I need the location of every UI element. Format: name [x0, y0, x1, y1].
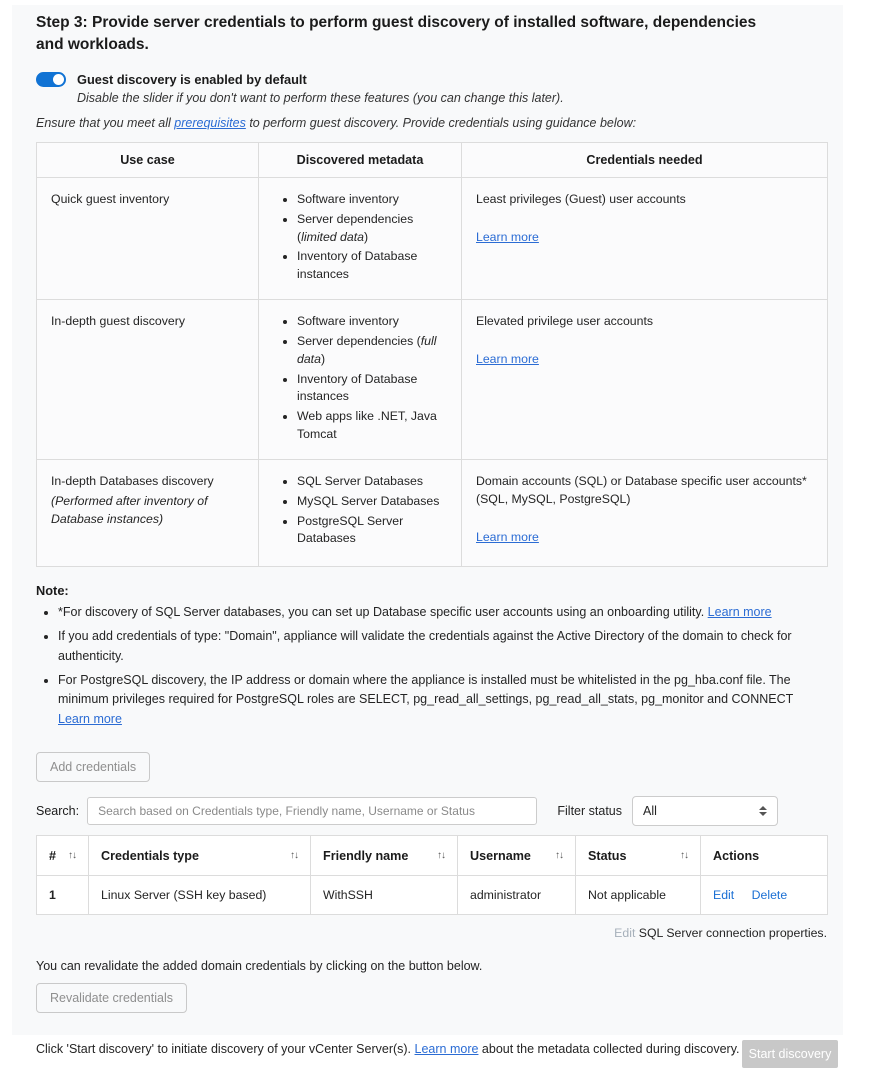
row-actions: [701, 876, 828, 915]
guidance-header-row: [37, 142, 828, 177]
guidance-row-indepth-discovery: [37, 300, 828, 460]
col-actions: Actions: [701, 836, 828, 876]
metadata-item: • SQL Server Databases: [297, 473, 447, 491]
col-credentials-type: Credentials type ↑↓: [89, 836, 311, 876]
metadata-cell: [259, 459, 462, 566]
search-label: Search:: [36, 804, 80, 819]
learn-more-link[interactable]: Learn more: [707, 604, 772, 619]
metadata-cell: [259, 177, 462, 299]
start-discovery-description: Click 'Start discovery' to initiate discovery of your vCenter Server(s). Learn more about the metadata collected during discovery.: [36, 1042, 740, 1057]
note-heading: Note:: [36, 582, 69, 598]
credentials-row: [37, 876, 828, 915]
start-discovery-button[interactable]: Start discovery: [742, 1040, 838, 1068]
sort-icon[interactable]: ↑↓: [437, 850, 445, 862]
col-credentials-needed: Credentials needed: [462, 142, 828, 177]
metadata-item: • Inventory of Database instances: [297, 248, 447, 284]
revalidate-description: You can revalidate the added domain credentials by clicking on the button below.: [36, 959, 483, 974]
credentials-text: Elevated privilege user accounts: [476, 314, 654, 329]
row-username: administrator: [458, 876, 576, 915]
toggle-description: Disable the slider if you don't want to perform these features (you can change this later).: [77, 90, 564, 105]
use-case-cell: [37, 459, 259, 566]
metadata-item: • Server dependencies (limited data): [297, 211, 447, 247]
page-title: Step 3: Provide server credentials to perform guest discovery of installed software, dependencies and workloads.: [36, 14, 757, 54]
prereq-text-post: to perform guest discovery. Provide credentials using guidance below:: [245, 115, 637, 130]
col-username: Username ↑↓: [458, 836, 576, 876]
credentials-text: Domain accounts (SQL) or Database specific user accounts* (SQL, MySQL, PostgreSQL): [476, 473, 807, 506]
col-status: Status ↑↓: [576, 836, 701, 876]
use-case-note: (Performed after inventory of Database instances): [51, 493, 208, 526]
learn-more-link[interactable]: Learn more: [476, 529, 539, 544]
learn-more-link[interactable]: Learn more: [58, 711, 122, 726]
toggle-label: Guest discovery is enabled by default: [77, 71, 307, 87]
metadata-item: • Software inventory: [297, 191, 447, 209]
credentials-text: Least privileges (Guest) user accounts: [476, 191, 686, 206]
note-item-postgresql: • For PostgreSQL discovery, the IP address or domain where the appliance is installed must be whitelisted in the pg_hba.conf file. The minimum privileges required for PostgreSQL roles are SELECT, pg_read_all_settings, pg_read_all_stats, pg_monitor and CONNECT Learn more: [58, 671, 827, 729]
row-status: Not applicable: [576, 876, 701, 915]
credentials-cell: [462, 177, 828, 299]
col-use-case: Use case: [37, 142, 259, 177]
metadata-item: • Web apps like .NET, Java Tomcat: [297, 408, 447, 444]
use-case-text: In-depth guest discovery: [51, 314, 185, 329]
learn-more-link[interactable]: Learn more: [476, 351, 539, 366]
learn-more-link[interactable]: Learn more: [476, 229, 539, 244]
metadata-cell: [259, 300, 462, 460]
search-filter-row: [36, 796, 827, 826]
use-case-cell: [37, 177, 259, 299]
note-item-domain-validation: • If you add credentials of type: "Domain", appliance will validate the credentials against the Active Directory of the domain to check for authenticity.: [58, 627, 827, 666]
credentials-cell: [462, 459, 828, 566]
guest-discovery-toggle[interactable]: [36, 72, 66, 87]
sort-icon[interactable]: ↑↓: [290, 850, 298, 862]
toggle-knob-icon: [53, 74, 64, 85]
step3-panel: [12, 5, 843, 1057]
edit-sql-properties-link[interactable]: Edit: [614, 926, 636, 941]
credentials-header-row: [37, 836, 828, 876]
guidance-row-quick-inventory: [37, 177, 828, 299]
filter-status-group: [557, 796, 778, 826]
credentials-cell: [462, 300, 828, 460]
revalidate-credentials-button[interactable]: Revalidate credentials: [36, 983, 187, 1013]
use-case-text: In-depth Databases discovery: [51, 473, 214, 488]
prerequisites-line: [36, 116, 827, 130]
col-number: # ↑↓: [37, 836, 89, 876]
row-friendly-name: WithSSH: [311, 876, 458, 915]
prerequisites-link[interactable]: prerequisites: [174, 115, 246, 130]
learn-more-link[interactable]: Learn more: [414, 1042, 479, 1057]
sort-icon[interactable]: ↑↓: [680, 850, 688, 862]
filter-status-value: All: [643, 804, 657, 819]
note-item-sql-onboarding: • *For discovery of SQL Server databases, you can set up Database specific user accounts using an onboarding utility. Learn more: [58, 603, 827, 622]
metadata-item: • MySQL Server Databases: [297, 493, 447, 511]
sort-icon[interactable]: ↑↓: [555, 850, 563, 862]
row-number: 1: [37, 876, 89, 915]
row-credentials-type: Linux Server (SSH key based): [89, 876, 311, 915]
sql-connection-properties-line: Edit SQL Server connection properties.: [614, 926, 827, 941]
delete-credential-link[interactable]: Delete: [751, 888, 788, 903]
prereq-text-pre: Ensure that you meet all: [36, 115, 175, 130]
add-credentials-button[interactable]: Add credentials: [36, 752, 150, 782]
col-friendly-name: Friendly name ↑↓: [311, 836, 458, 876]
guidance-row-databases-discovery: [37, 459, 828, 566]
filter-status-select[interactable]: [632, 796, 778, 826]
metadata-item: • PostgreSQL Server Databases: [297, 513, 447, 549]
edit-credential-link[interactable]: Edit: [713, 888, 735, 903]
metadata-item: • Inventory of Database instances: [297, 371, 447, 407]
credentials-table: [36, 835, 828, 915]
guest-discovery-toggle-row: [36, 72, 827, 87]
filter-status-label: Filter status: [557, 804, 622, 819]
guidance-table: [36, 142, 828, 567]
sort-icon[interactable]: ↑↓: [68, 850, 76, 862]
use-case-text: Quick guest inventory: [51, 191, 170, 206]
select-caret-icon: [759, 806, 767, 816]
use-case-cell: [37, 300, 259, 460]
note-list: [40, 603, 827, 729]
metadata-item: • Software inventory: [297, 313, 447, 331]
search-input[interactable]: [87, 797, 537, 825]
metadata-item: • Server dependencies (full data): [297, 333, 447, 369]
col-discovered-metadata: Discovered metadata: [259, 142, 462, 177]
